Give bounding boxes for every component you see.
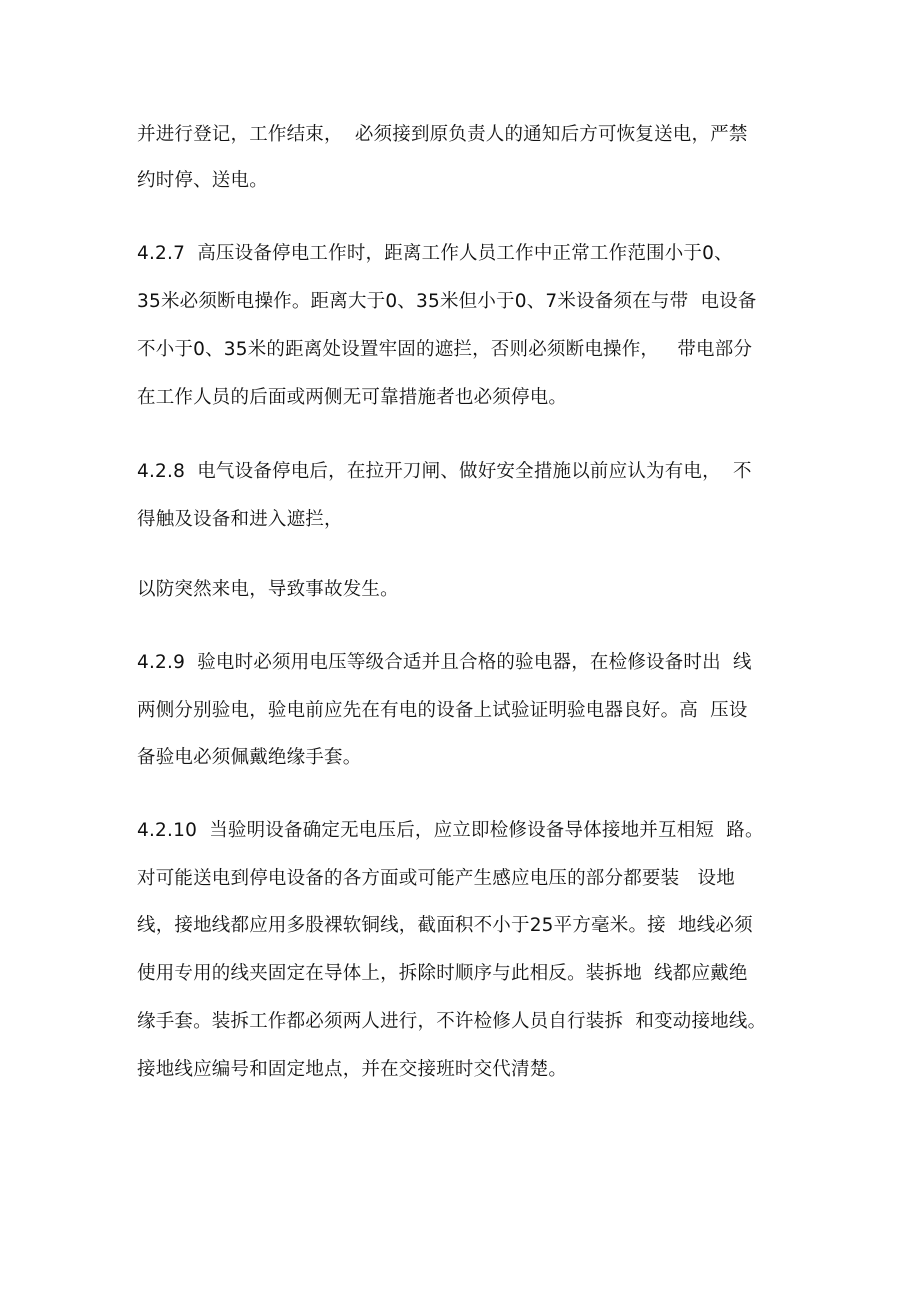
text-line: 4.2.10 当验明设备确定无电压后，应立即检修设备导体接地并互相短 路。 (137, 820, 764, 841)
text-line: 以防突然来电，导致事故发生。 (137, 579, 399, 600)
text-line: 不小于0、35米的距离处设置牢固的遮拦，否则必须断电操作， 带电部分 (137, 339, 753, 360)
text-line: 得触及设备和进入遮拦， (137, 509, 343, 530)
text-line: 缘手套。装拆工作都必须两人进行，不许检修人员自行装拆 和变动接地线。 (137, 1011, 767, 1032)
text-line: 并进行登记，工作结束， 必须接到原负责人的通知后方可恢复送电，严禁 (137, 124, 748, 145)
text-line: 备验电必须佩戴绝缘手套。 (137, 747, 362, 768)
text-line: 35米必须断电操作。距离大于0、35米但小于0、7米设备须在与带 电设备 (137, 291, 757, 312)
text-line: 4.2.7 高压设备停电工作时，距离工作人员工作中正常工作范围小于0、 (137, 243, 733, 264)
text-line: 两侧分别验电，验电前应先在有电的设备上试验证明验电器良好。高 压设 (137, 700, 748, 721)
text-line: 线，接地线都应用多股裸软铜线，截面积不小于25平方毫米。接 地线必须 (137, 915, 753, 936)
text-line: 在工作人员的后面或两侧无可靠措施者也必须停电。 (137, 387, 568, 408)
text-line: 4.2.9 验电时必须用电压等级合适并且合格的验电器，在检修设备时出 线 (137, 652, 752, 673)
text-line: 4.2.8 电气设备停电后，在拉开刀闸、做好安全措施以前应认为有电， 不 (137, 461, 752, 482)
text-line: 约时停、送电。 (137, 170, 268, 191)
text-line: 接地线应编号和固定地点，并在交接班时交代清楚。 (137, 1059, 568, 1080)
text-line: 使用专用的线夹固定在导体上，拆除时顺序与此相反。装拆地 线都应戴绝 (137, 963, 748, 984)
text-line: 对可能送电到停电设备的各方面或可能产生感应电压的部分都要装 设地 (137, 868, 735, 889)
